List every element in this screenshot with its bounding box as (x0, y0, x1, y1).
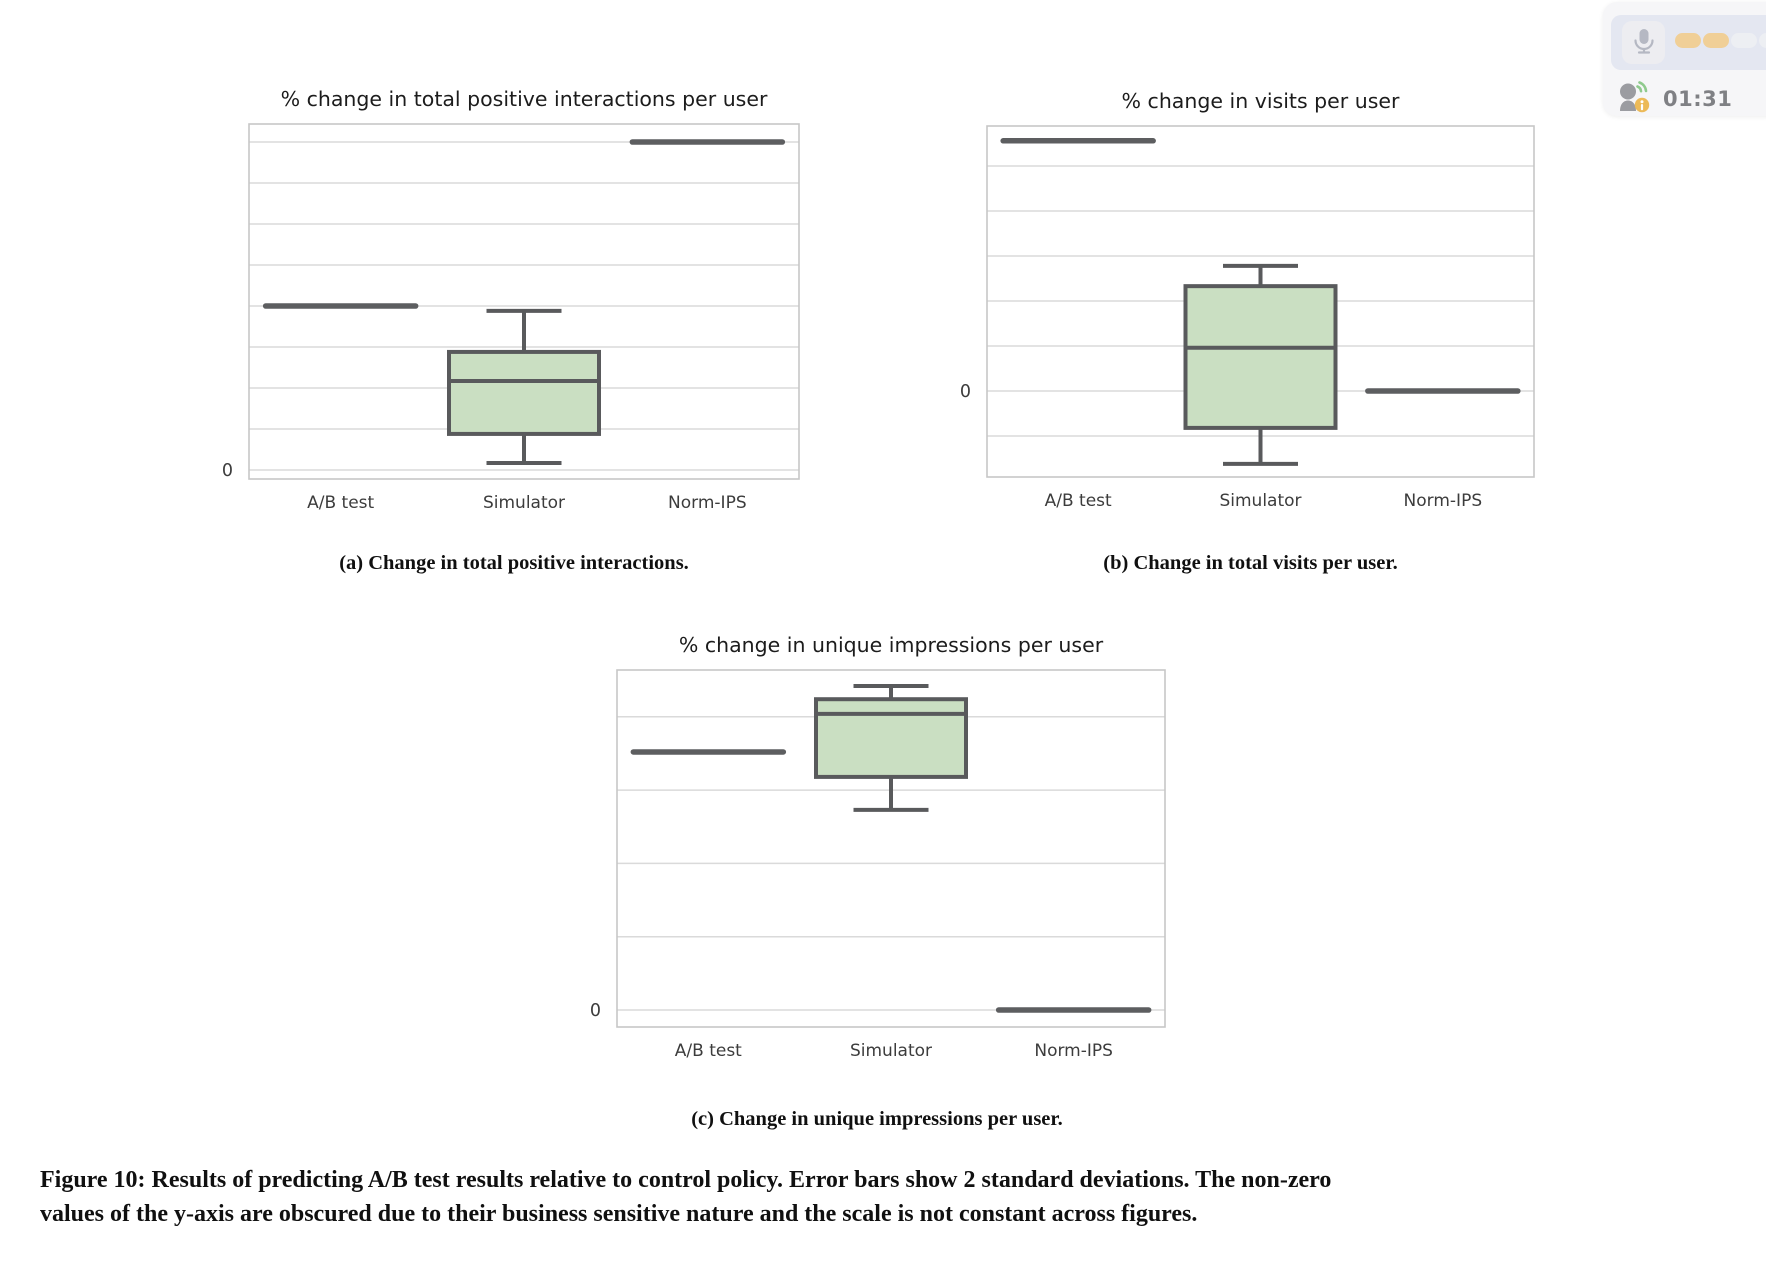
volume-pill-empty-1 (1731, 33, 1757, 48)
iqr-box (816, 699, 966, 777)
boxplot-chart-b (917, 80, 1584, 541)
y-tick-label-zero: 0 (959, 382, 971, 402)
iqr-box (449, 352, 599, 434)
recorder-volume-bar (1611, 15, 1766, 70)
volume-pill-filled-2 (1703, 33, 1729, 48)
speaking-head-icon (1615, 80, 1655, 118)
subcaption-a: (a) Change in total positive interactions. (339, 552, 689, 574)
x-tick-label: Norm-IPS (1403, 491, 1483, 511)
x-tick-label: Simulator (849, 1041, 933, 1061)
figure-caption (40, 1163, 1331, 1231)
subcaption-b: (b) Change in total visits per user. (1103, 552, 1398, 574)
boxplot-chart-c (547, 624, 1215, 1091)
chart-title: % change in total positive interactions per user (280, 87, 768, 111)
chart-title: % change in visits per user (1121, 89, 1400, 113)
x-tick-label: Norm-IPS (1034, 1041, 1113, 1061)
microphone-icon (1631, 27, 1657, 59)
volume-pill-empty-2 (1759, 33, 1766, 48)
y-tick-label-zero: 0 (589, 1001, 601, 1021)
boxplot-chart-a (179, 78, 849, 543)
x-tick-label: Simulator (482, 493, 566, 513)
x-tick-label: A/B test (307, 493, 375, 513)
recording-timer: 01:31 (1663, 87, 1733, 111)
microphone-button[interactable] (1622, 21, 1665, 64)
recorder-widget (1603, 2, 1766, 116)
x-tick-label: Simulator (1219, 491, 1302, 511)
x-tick-label: Norm-IPS (668, 493, 747, 513)
chart-title: % change in unique impressions per user (678, 633, 1104, 657)
y-tick-label-zero: 0 (221, 461, 233, 481)
figure-caption-line1: Figure 10: Results of predicting A/B test results relative to control policy. Error bars show 2 standard deviations. The non-zero (40, 1167, 1332, 1193)
subcaption-c: (c) Change in unique impressions per user. (691, 1108, 1063, 1130)
x-tick-label: A/B test (1044, 491, 1112, 511)
iqr-box (1186, 286, 1336, 428)
x-tick-label: A/B test (674, 1041, 742, 1061)
info-badge-icon (1635, 98, 1649, 112)
recorder-status-row (1615, 82, 1732, 116)
volume-pill-filled-1 (1675, 33, 1701, 48)
figure-caption-line2: values of the y-axis are obscured due to their business sensitive nature and the scale is not constant across figures. (40, 1201, 1198, 1227)
